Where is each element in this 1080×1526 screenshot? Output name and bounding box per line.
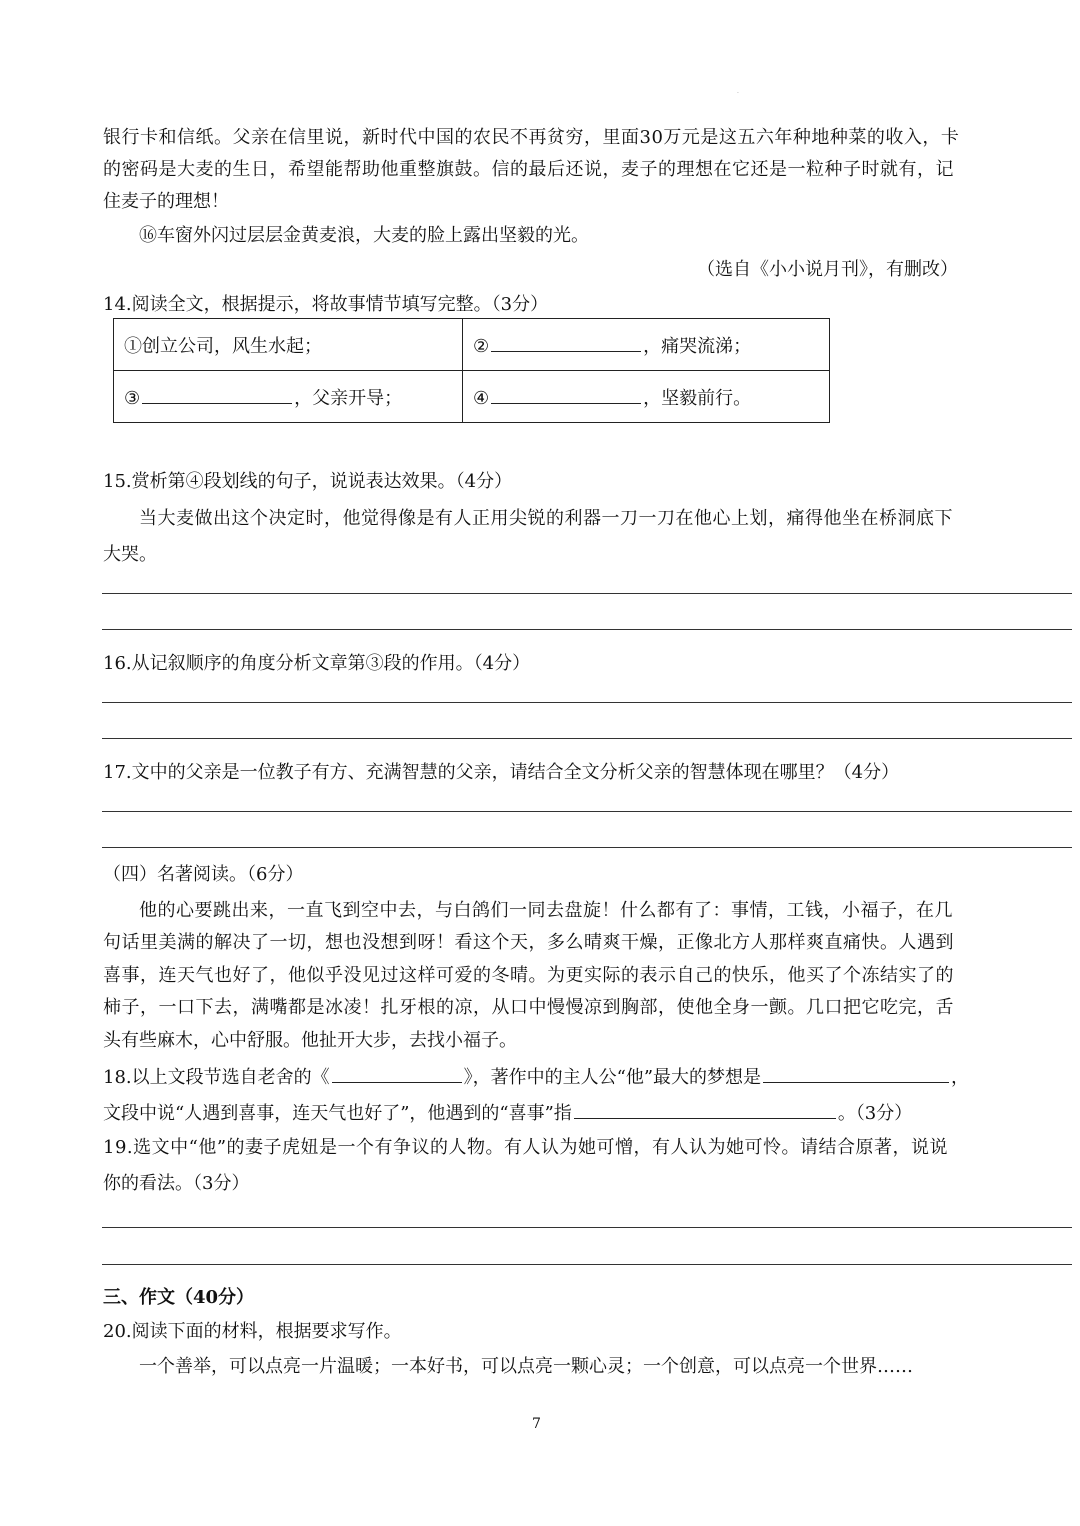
excerpt-line: 喜事，连天气也好了，他似乎没见过这样可爱的冬晴。为更实际的表示自己的快乐，他买了个冻结实了的 xyxy=(103,965,954,986)
answer-blank[interactable] xyxy=(763,1064,949,1083)
cell-number: ① xyxy=(124,335,142,357)
question-19: 19.选文中“他”的妻子虎妞是一个有争议的人物。有人认为她可憎，有人认为她可怜。请结合原著，说说 xyxy=(103,1137,949,1158)
cell-number: ② xyxy=(473,335,490,357)
cell-number: ④ xyxy=(473,387,490,409)
question-19-continued: 你的看法。（3分） xyxy=(103,1173,250,1194)
excerpt-line: 头有些麻木，心中舒服。他扯开大步，去找小福子。 xyxy=(103,1030,517,1051)
paragraph-line: 住麦子的理想！ xyxy=(103,191,229,212)
cell-text: 创立公司，风生水起； xyxy=(142,335,322,357)
paragraph-16: ⑯车窗外闪过层层金黄麦浪，大麦的脸上露出坚毅的光。 xyxy=(139,225,589,246)
top-mark: · xyxy=(737,90,739,97)
section-3-heading: 三、作文（40分） xyxy=(103,1287,255,1308)
q18-text: 》，著作中的主人公“他”最大的梦想是 xyxy=(463,1067,762,1088)
question-18 xyxy=(103,1064,969,1090)
cell-text: ，坚毅前行。 xyxy=(643,387,752,409)
answer-line[interactable] xyxy=(102,738,1072,739)
answer-line[interactable] xyxy=(102,593,1072,594)
writing-material: 一个善举，可以点亮一片温暖；一本好书，可以点亮一颗心灵；一个创意，可以点亮一个世界…… xyxy=(139,1356,913,1377)
plot-table xyxy=(113,318,830,423)
paragraph-line: 银行卡和信纸。父亲在信里说，新时代中国的农民不再贫穷，里面30万元是这五六年种地种菜的收入，卡 xyxy=(103,127,960,148)
quote-line: 当大麦做出这个决定时，他觉得像是有人正用尖锐的利器一刀一刀在他心上划，痛得他坐在桥洞底下 xyxy=(139,508,953,529)
cell-text: ，痛哭流涕； xyxy=(643,335,752,357)
answer-line[interactable] xyxy=(102,702,1072,703)
source-note: （选自《小小说月刊》，有删改） xyxy=(697,259,958,280)
q18-text: 文段中说“人遇到喜事，连天气也好了”，他遇到的“喜事”指 xyxy=(103,1103,572,1124)
section-4-heading: （四）名著阅读。（6分） xyxy=(103,864,304,885)
answer-blank[interactable] xyxy=(142,385,292,404)
answer-line[interactable] xyxy=(102,1227,1072,1228)
answer-line[interactable] xyxy=(102,1264,1072,1265)
answer-line[interactable] xyxy=(102,811,1072,812)
excerpt-line: 他的心要跳出来，一直飞到空中去，与白鸽们一同去盘旋！什么都有了：事情，工钱，小福子，在几 xyxy=(139,900,953,921)
answer-blank[interactable] xyxy=(491,333,641,352)
answer-blank[interactable] xyxy=(332,1064,462,1083)
q18-text: 。（3分） xyxy=(837,1103,913,1124)
plot-cell-1 xyxy=(114,319,463,371)
answer-line[interactable] xyxy=(102,629,1072,630)
answer-line[interactable] xyxy=(102,847,1072,848)
question-16: 16.从记叙顺序的角度分析文章第③段的作用。（4分） xyxy=(103,653,531,674)
question-15: 15.赏析第④段划线的句子，说说表达效果。（4分） xyxy=(103,471,513,492)
answer-blank[interactable] xyxy=(491,385,641,404)
question-20: 20.阅读下面的材料，根据要求写作。 xyxy=(103,1321,402,1342)
question-17: 17.文中的父亲是一位教子有方、充满智慧的父亲，请结合全文分析父亲的智慧体现在哪里？（4分） xyxy=(103,762,900,783)
excerpt-line: 柿子，一口下去，满嘴都是冰凌！扎牙根的凉，从口中慢慢凉到胸部，使他全身一颤。几口把它吃完，舌 xyxy=(103,997,954,1018)
paragraph-line: 的密码是大麦的生日，希望能帮助他重整旗鼓。信的最后还说，麦子的理想在它还是一粒种子时就有，记 xyxy=(103,159,954,180)
excerpt-line: 句话里美满的解决了一切，想也没想到呀！看这个天，多么晴爽干燥，正像北方人那样爽直痛快。人遇到 xyxy=(103,932,954,953)
plot-cell-2[interactable] xyxy=(463,319,830,371)
question-14: 14.阅读全文，根据提示，将故事情节填写完整。（3分） xyxy=(103,294,549,315)
q18-text: ， xyxy=(951,1067,970,1088)
cell-number: ③ xyxy=(124,387,141,409)
cell-text: ，父亲开导； xyxy=(294,387,403,409)
plot-cell-3[interactable] xyxy=(114,371,463,423)
quote-line: 大哭。 xyxy=(103,544,157,565)
answer-blank[interactable] xyxy=(574,1100,836,1119)
plot-cell-4[interactable] xyxy=(463,371,830,423)
page-number: 7 xyxy=(532,1416,541,1432)
q18-text: 18.以上文段节选自老舍的《 xyxy=(103,1067,330,1088)
question-18-continued xyxy=(103,1100,912,1126)
